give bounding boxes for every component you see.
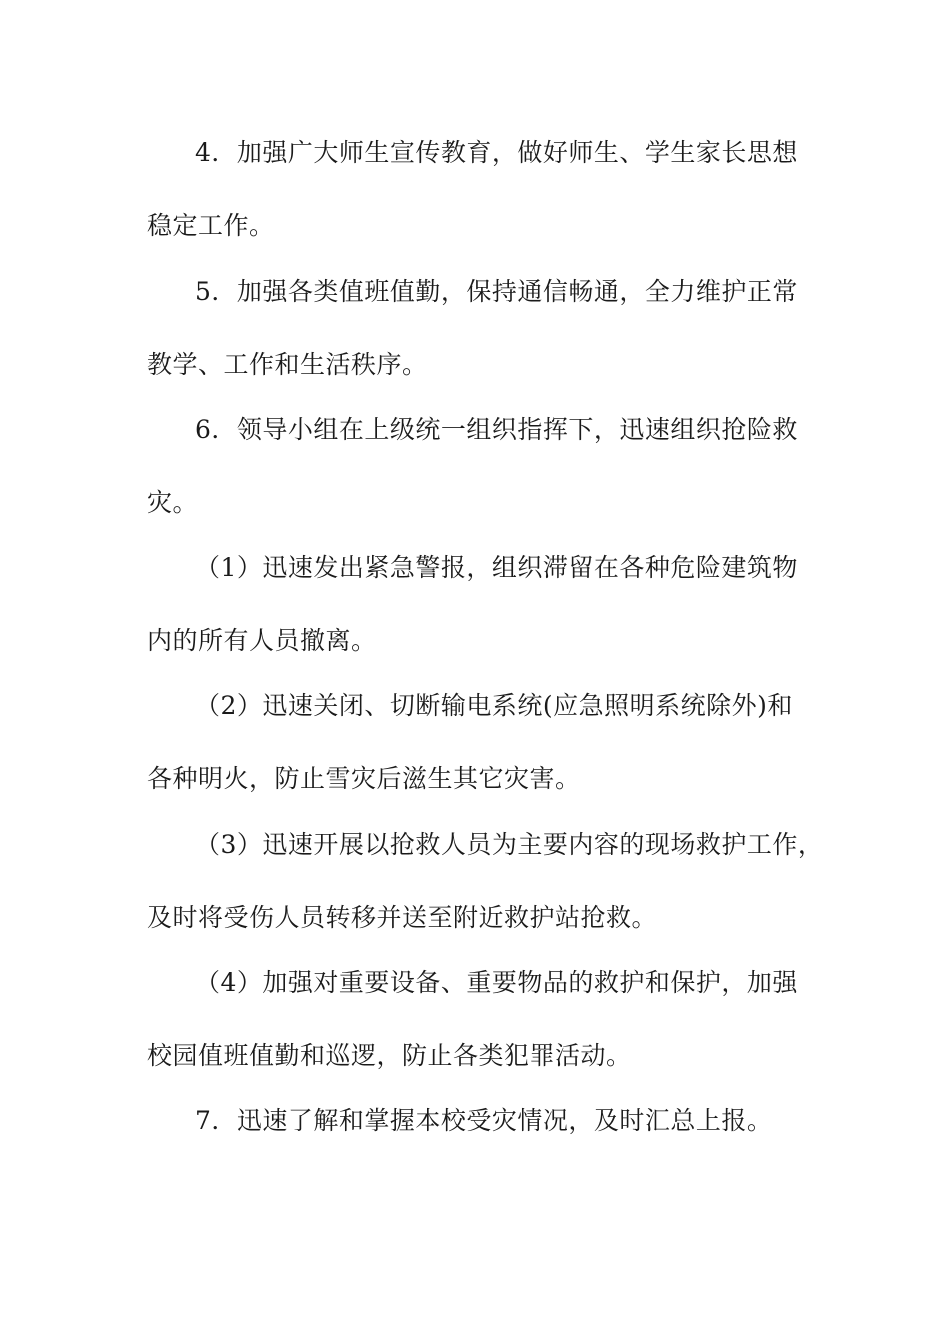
sub-item-4-line-1: （4）加强对重要设备、重要物品的救护和保护，加强 bbox=[195, 968, 798, 997]
sub-item-1-line-1: （1）迅速发出紧急警报，组织滞留在各种危险建筑物 bbox=[195, 553, 798, 582]
sub-item-4-line-2: 校园值班值勤和巡逻，防止各类犯罪活动。 bbox=[147, 1041, 632, 1070]
sub-item-2-line-2: 各种明火，防止雪灾后滋生其它灾害。 bbox=[147, 764, 581, 793]
sub-item-2-line-1: （2）迅速关闭、切断输电系统(应急照明系统除外)和 bbox=[195, 691, 793, 720]
paragraph-4-line-2: 稳定工作。 bbox=[147, 211, 275, 240]
sub-item-1-line-2: 内的所有人员撤离。 bbox=[147, 626, 377, 655]
paragraph-5-line-2: 教学、工作和生活秩序。 bbox=[147, 350, 428, 379]
paragraph-4-line-1: 4．加强广大师生宣传教育，做好师生、学生家长思想 bbox=[195, 138, 798, 167]
paragraph-7-line-1: 7．迅速了解和掌握本校受灾情况，及时汇总上报。 bbox=[195, 1106, 773, 1135]
paragraph-6-line-1: 6．领导小组在上级统一组织指挥下，迅速组织抢险救 bbox=[195, 415, 798, 444]
paragraph-6-line-2: 灾。 bbox=[147, 488, 199, 517]
sub-item-3-line-2: 及时将受伤人员转移并送至附近救护站抢救。 bbox=[147, 903, 658, 932]
sub-item-3-line-1: （3）迅速开展以抢救人员为主要内容的现场救护工作， bbox=[195, 830, 824, 859]
paragraph-5-line-1: 5．加强各类值班值勤，保持通信畅通，全力维护正常 bbox=[195, 277, 798, 306]
